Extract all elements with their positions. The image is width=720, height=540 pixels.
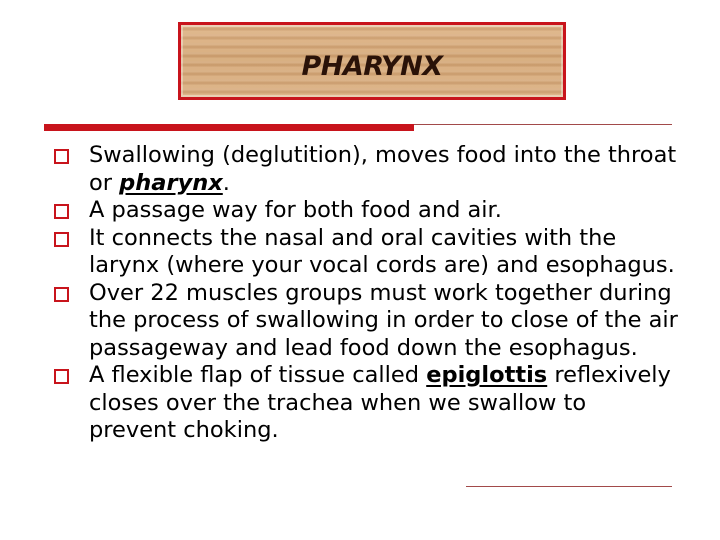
hollow-square-bullet-icon <box>54 149 69 164</box>
hollow-square-bullet-icon <box>54 204 69 219</box>
bullet-connects <box>50 225 680 280</box>
title-banner <box>178 22 566 100</box>
bullet-text-end: reflexively closes over the trachea when we swallow to prevent choking. <box>89 362 671 443</box>
page-title: PHARYNX <box>301 51 443 82</box>
bullet-passage <box>50 197 680 225</box>
bullet-text: Swallowing (deglutition), moves food into the throat or <box>89 142 677 196</box>
bullet-epiglottis <box>50 362 680 445</box>
title-underline-accent <box>44 124 414 131</box>
bullet-text-end: . <box>222 169 230 196</box>
bullet-muscles <box>50 280 680 363</box>
bullet-text: A passage way for both food and air. <box>89 197 502 223</box>
hollow-square-bullet-icon <box>54 287 69 302</box>
hollow-square-bullet-icon <box>54 369 69 384</box>
bullet-list <box>50 142 680 445</box>
footer-rule <box>466 486 672 487</box>
bullet-text: It connects the nasal and oral cavities with the larynx (where your vocal cords are) and esophagus. <box>89 224 675 278</box>
hollow-square-bullet-icon <box>54 232 69 247</box>
term-epiglottis: epiglottis <box>426 362 548 388</box>
term-pharynx: pharynx <box>119 169 223 196</box>
bullet-swallowing <box>50 142 680 197</box>
bullet-text: A flexible flap of tissue called <box>89 362 427 388</box>
bullet-text: Over 22 muscles groups must work together during the process of swallowing in order to close of the air passageway and lead food down the esophagus. <box>89 279 678 361</box>
